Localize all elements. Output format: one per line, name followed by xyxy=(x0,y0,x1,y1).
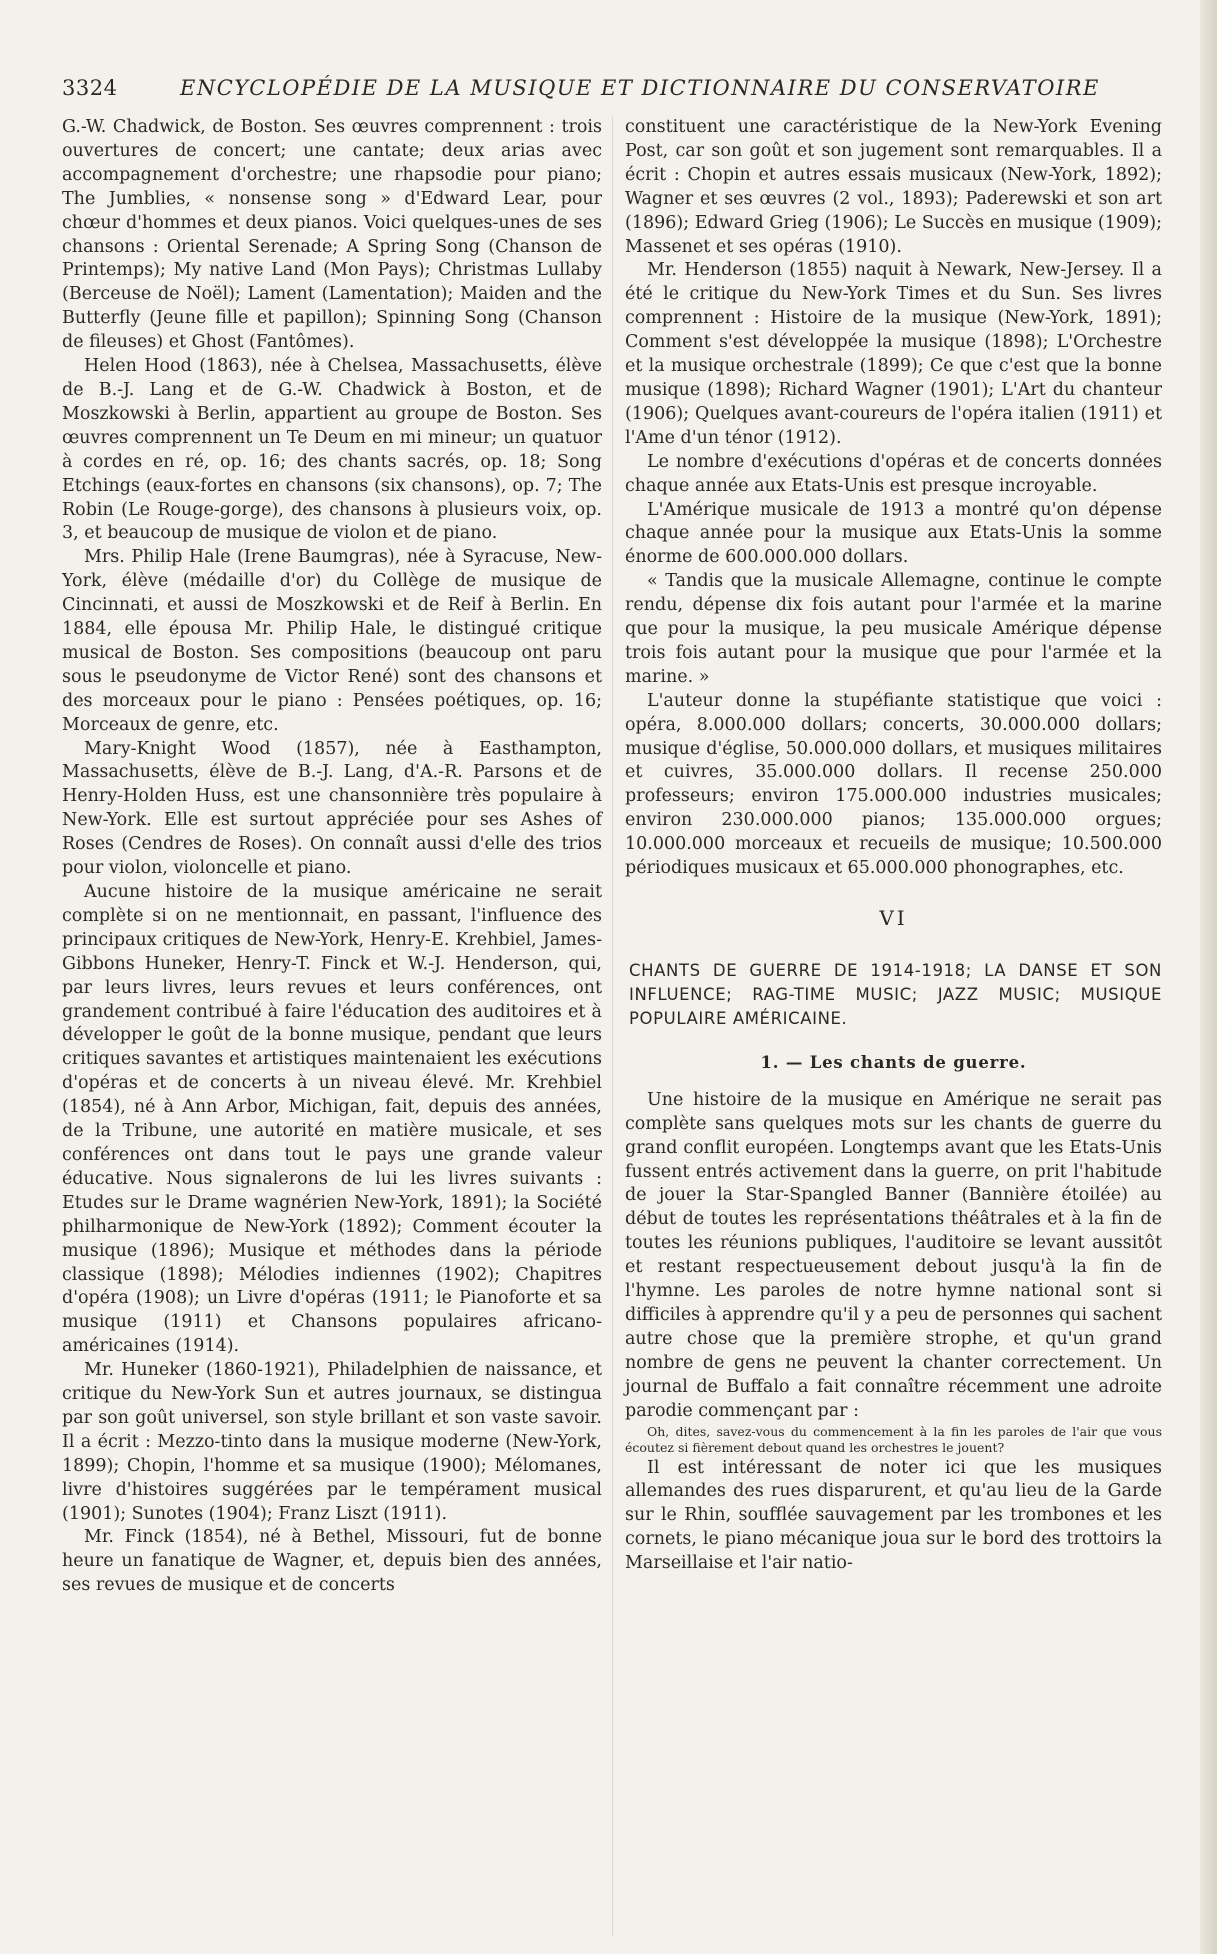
paragraph: Il est intéressant de noter ici que les musiques allemandes des rues disparurent, et qu'au lieu de la Garde sur le Rhin, soufflée sauvagement par les trombones et les cornets, le piano mécanique joua sur le bord des trottoirs la Marseillaise et l'air natio- xyxy=(625,1457,1162,1574)
paragraph: Une histoire de la musique en Amérique ne serait pas complète sans quelques mots sur les chants de guerre du grand conflit européen. Longtemps avant que les Etats-Unis fussent entrés activement dans la guerre, on prit l'habitude de jouer la Star-Spangled Banner (Bannière étoilée) au début de toutes les représentations théâtrales et à la fin de toutes les réunions publiques, l'auditoire se levant aussitôt et restant respectueusement debout jusqu'à la fin de l'hymne. Les paroles de notre hymne national sont si difficiles à apprendre qu'il y a peu de personnes qui sachent autre chose que la première strophe, et qu'un grand nombre de gens ne peuvent la chanter correctement. Un journal de Buffalo a fait connaître récemment une adroite parodie commençant par : xyxy=(625,1089,1162,1421)
paragraph: « Tandis que la musicale Allemagne, continue le compte rendu, dépense dix fois autant pour l'armée et la marine que pour la musique, la peu musicale Amérique dépense trois fois autant pour la musique que pour l'armée et la marine. » xyxy=(625,571,1162,687)
left-column xyxy=(62,116,602,1598)
footnote: Oh, dites, savez-vous du commencement à la fin les paroles de l'air que vous écoutez si fièrement debout quand les orchestres le jouent? xyxy=(625,1423,1162,1455)
page-number: 3324 xyxy=(62,76,118,100)
paragraph: Helen Hood (1863), née à Chelsea, Massachusetts, élève de B.-J. Lang et de G.-W. Chadwick à Boston, et de Moszkowski à Berlin, appartient au groupe de Boston. Ses œuvres comprennent un Te Deum en mi mineur; un quatuor à cordes en ré, op. 16; des chants sacrés, op. 18; Song Etchings (eaux-fortes en chansons (six chansons), op. 7; The Robin (Le Rouge-gorge), des chansons à plusieurs voix, op. 3, et beaucoup de musique de violon et de piano. xyxy=(62,356,602,544)
page-edge xyxy=(1200,0,1217,1954)
running-header xyxy=(62,76,1122,104)
paragraph: Aucune histoire de la musique américaine ne serait complète si on ne mentionnait, en passant, l'influence des principaux critiques de New-York, Henry-E. Krehbiel, James-Gibbons Huneker, Henry-T. Finck et W.-J. Henderson, qui, par leurs livres, leurs revues et leurs conférences, ont grandement contribué à faire l'éducation des auditoires et à développer le goût de la bonne musique, pendant que leurs critiques savantes et artistiques maintenaient les exécutions d'opéras et de concerts à un niveau élevé. Mr. Krehbiel (1854), né à Ann Arbor, Michigan, fait, depuis des années, de la Tribune, une autorité en matière musicale, et ses conférences ont dans tout le pays une grande valeur éducative. Nous signalerons de lui les livres suivants : Etudes sur le Drame wagnérien New-York, 1891); la Société philharmonique de New-York (1892); Comment écouter la musique (1896); Musique et méthodes dans la période classique (1898); Mélodies indiennes (1902); Chapitres d'opéra (1908); un Livre d'opéras (1911; le Pianoforte et sa musique (1911) et Chansons populaires africano-américaines (1914). xyxy=(62,882,602,1357)
running-title: ENCYCLOPÉDIE DE LA MUSIQUE ET DICTIONNAIRE DU CONSERVATOIRE xyxy=(180,76,1100,100)
right-column xyxy=(625,116,1162,1576)
section-title: CHANTS DE GUERRE DE 1914-1918; LA DANSE ET SON INFLUENCE; RAG-TIME MUSIC; JAZZ MUSIC; MUSIQUE POPULAIRE AMÉRICAINE. xyxy=(629,960,1162,1028)
paragraph: Mr. Henderson (1855) naquit à Newark, New-Jersey. Il a été le critique du New-York Times et du Sun. Ses livres comprennent : Histoire de la musique (New-York, 1891); Comment s'est développée la musique (1898); L'Orchestre et la musique orchestrale (1899); Ce que c'est que la bonne musique (1898); Richard Wagner (1901); L'Art du chanteur (1906); Quelques avant-coureurs de l'opéra italien (1911) et l'Ame d'un ténor (1912). xyxy=(625,260,1162,448)
paragraph: Mr. Finck (1854), né à Bethel, Missouri, fut de bonne heure un fanatique de Wagner, et, depuis bien des années, ses revues de musique et de concerts xyxy=(62,1527,602,1596)
paragraph: constituent une caractéristique de la New-York Evening Post, car son goût et son jugement sont remarquables. Il a écrit : Chopin et autres essais musicaux (New-York, 1892); Wagner et ses œuvres (2 vol., 1893); Paderewski et son art (1896); Edward Grieg (1906); Le Succès en musique (1909); Massenet et ses opéras (1910). xyxy=(625,117,1162,257)
paragraph: Mr. Huneker (1860-1921), Philadelphien de naissance, et critique du New-York Sun et autres journaux, se distingua par son goût universel, son style brillant et son vaste savoir. Il a écrit : Mezzo-tinto dans la musique moderne (New-York, 1899); Chopin, l'homme et sa musique (1900); Mélomanes, livre d'histoires suggérées par le tempérament musical (1901); Sunotes (1904); Franz Liszt (1911). xyxy=(62,1360,602,1524)
paragraph: L'Amérique musicale de 1913 a montré qu'on dépense chaque année pour la musique aux Etats-Unis la somme énorme de 600.000.000 dollars. xyxy=(625,499,1162,568)
paragraph: Mrs. Philip Hale (Irene Baumgras), née à Syracuse, New-York, élève (médaille d'or) du Collège de musique de Cincinnati, et aussi de Moszkowski et de Reif à Berlin. En 1884, elle épousa Mr. Philip Hale, le distingué critique musical de Boston. Ses compositions (beaucoup ont paru sous le pseudonyme de Victor René) sont des chansons et des morceaux pour le piano : Pensées poétiques, op. 16; Morceaux de genre, etc. xyxy=(62,547,602,735)
section-numeral: VI xyxy=(879,906,908,930)
paragraph: G.-W. Chadwick, de Boston. Ses œuvres comprennent : trois ouvertures de concert; une cantate; deux arias avec accompagnement d'orchestre; une rhapsodie pour piano; The Jumblies, « nonsense song » d'Edward Lear, pour chœur d'hommes et deux pianos. Voici quelques-unes de ses chansons : Oriental Serenade; A Spring Song (Chanson de Printemps); My native Land (Mon Pays); Christmas Lullaby (Berceuse de Noël); Lament (Lamentation); Maiden and the Butterfly (Jeune fille et papillon); Spinning Song (Chanson de fileuses) et Ghost (Fantômes). xyxy=(62,117,602,353)
paragraph: Mary-Knight Wood (1857), née à Easthampton, Massachusetts, élève de B.-J. Lang, d'A.-R. Parsons et de Henry-Holden Huss, est une chansonnière très populaire à New-York. Elle est surtout appréciée pour ses Ashes of Roses (Cendres de Roses). On connaît aussi d'elle des trios pour violon, violoncelle et piano. xyxy=(62,738,602,879)
paragraph: Le nombre d'exécutions d'opéras et de concerts données chaque année aux Etats-Unis est presque incroyable. xyxy=(625,451,1162,496)
paragraph: L'auteur donne la stupéfiante statistique que voici : opéra, 8.000.000 dollars; concerts, 30.000.000 dollars; musique d'église, 50.000.000 dollars, et musiques militaires et cuivres, 35.000.000 dollars. Il recense 250.000 professeurs; environ 175.000.000 industries musicales; environ 230.000.000 pianos; 135.000.000 orgues; 10.000.000 morceaux et recueils de musique; 10.500.000 périodiques musicaux et 65.000.000 phonographes, etc. xyxy=(625,690,1162,879)
subsection-title: 1. — Les chants de guerre. xyxy=(760,1052,1027,1072)
column-divider xyxy=(612,116,613,1936)
